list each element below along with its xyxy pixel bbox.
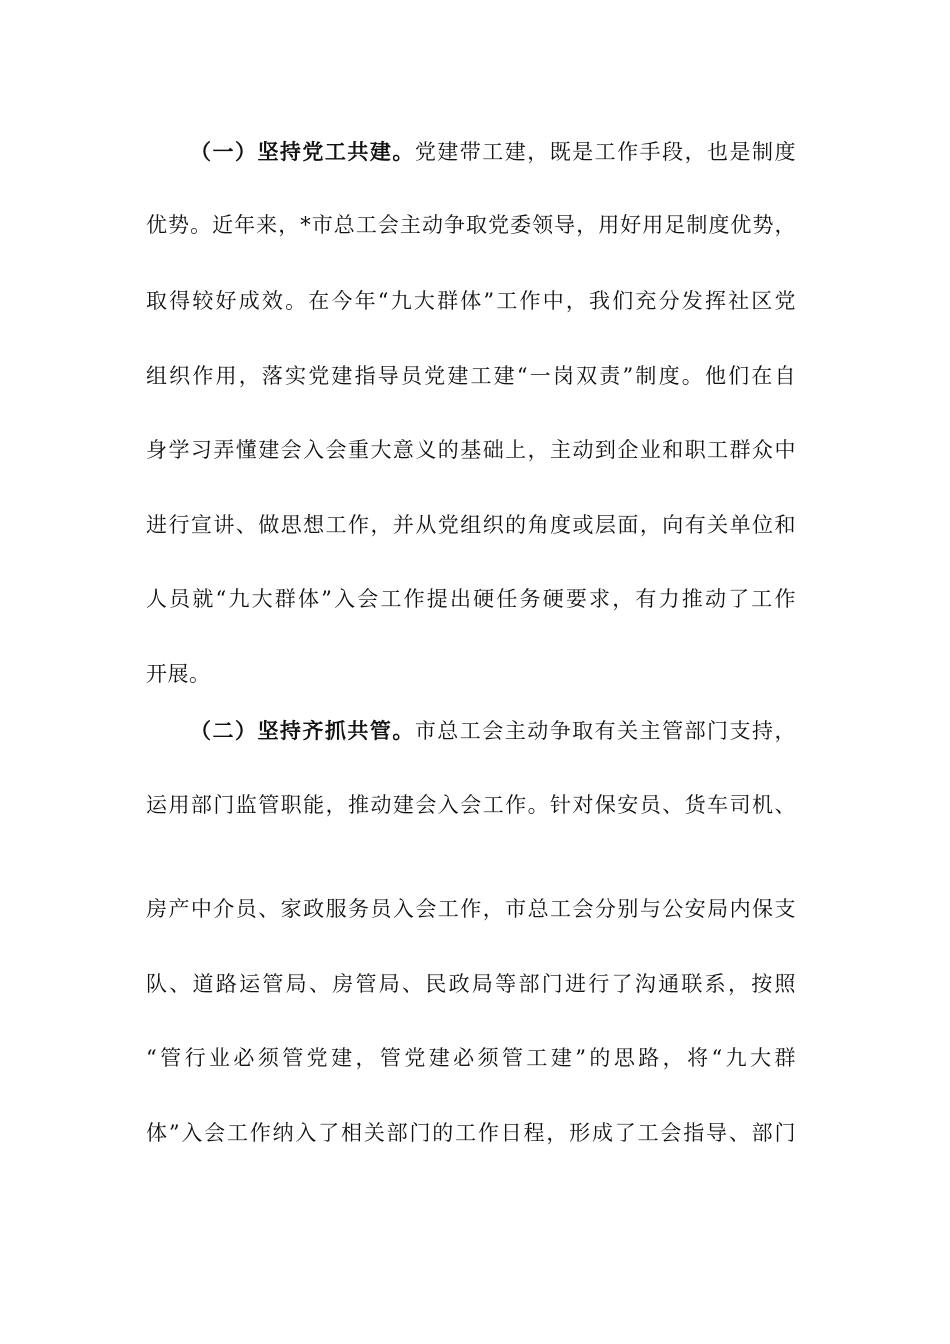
paragraph-1-line-8: 开展。 [146,662,211,686]
paragraph-1-text: 党建带工建，既是工作手段，也是制度 [414,140,797,164]
paragraph-2-line-5: “管行业必须管党建，管党建必须管工建”的思路，将“九大群 [146,1046,796,1070]
paragraph-2-line-2: 运用部门监管职能，推动建会入会工作。针对保安员、货车司机、 [146,793,796,817]
paragraph-2-line-3: 房产中介员、家政服务员入会工作，市总工会分别与公安局内保支 [146,897,796,921]
section-heading-2: （二）坚持齐抓共管。 [190,718,415,743]
paragraph-1-line-6: 进行宣讲、做思想工作，并从党组织的角度或层面，向有关单位和 [146,513,796,537]
paragraph-1-line-2: 优势。近年来，*市总工会主动争取党委领导，用好用足制度优势， [146,213,796,237]
paragraph-2-line-4: 队、道路运管局、房管局、民政局等部门进行了沟通联系，按照 [146,972,796,996]
paragraph-1-line-3: 取得较好成效。在今年“九大群体”工作中，我们充分发挥社区党 [146,289,796,313]
section-heading-1: （一）坚持党工共建。 [190,139,415,164]
paragraph-2-line-1 [190,713,796,749]
paragraph-1-line-4: 组织作用，落实党建指导员党建工建“一岗双责”制度。他们在自 [146,364,796,388]
paragraph-1-line-1 [190,134,796,170]
paragraph-1-line-5: 身学习弄懂建会入会重大意义的基础上，主动到企业和职工群众中 [146,438,796,462]
paragraph-1-line-7: 人员就“九大群体”入会工作提出硬任务硬要求，有力推动了工作 [146,587,796,611]
paragraph-2-line-6: 体”入会工作纳入了相关部门的工作日程，形成了工会指导、部门 [146,1121,796,1145]
paragraph-2-text: 市总工会主动争取有关主管部门支持， [414,719,797,743]
